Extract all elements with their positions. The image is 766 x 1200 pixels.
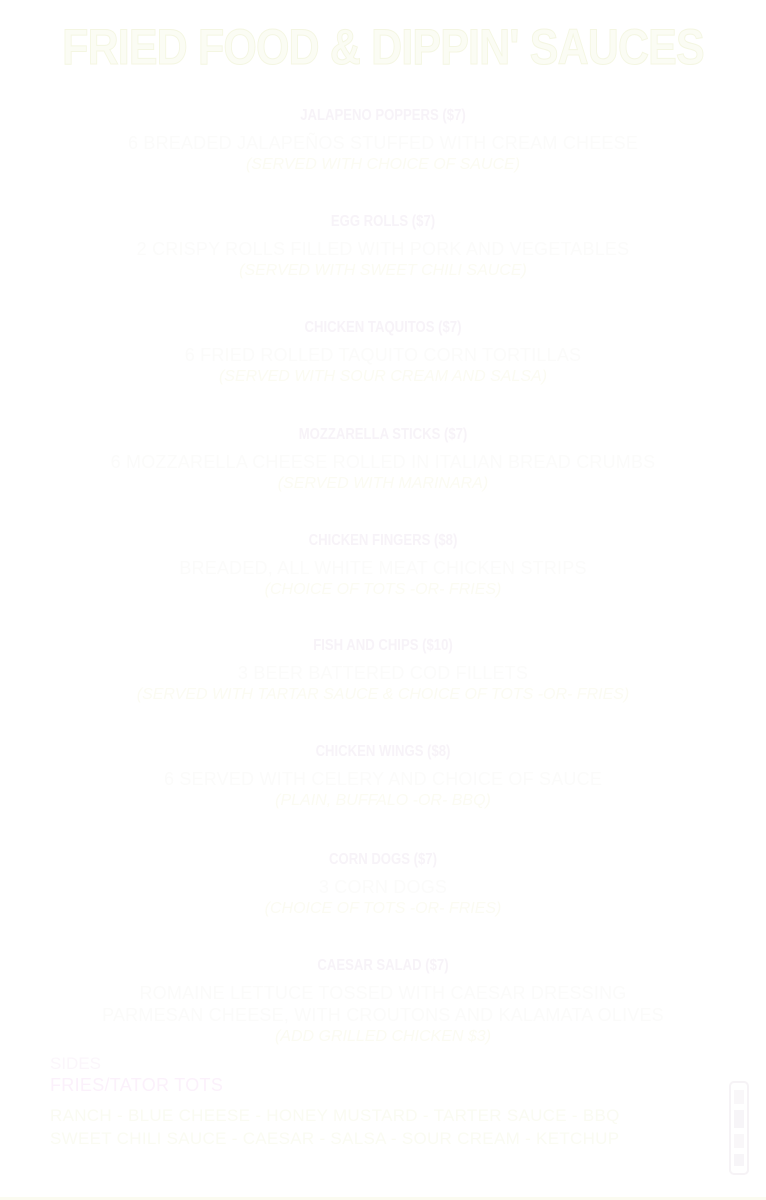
item-note: (SERVED WITH CHOICE OF SAUCE) (245, 156, 521, 173)
item-description: 6 FRIED ROLLED TAQUITO CORN TORTILLAS (184, 345, 582, 365)
sauce-list-line-2: SWEET CHILI SAUCE - CAESAR - SALSA - SOUR CREAM - KETCHUP (50, 1129, 620, 1148)
item-name: MOZZARELLA STICKS ($7) (298, 426, 468, 443)
item-note: (PLAIN, BUFFALO -OR- BBQ) (275, 792, 491, 809)
item-name: CORN DOGS ($7) (329, 851, 437, 868)
sauce-list-line-1: RANCH - BLUE CHEESE - HONEY MUSTARD - TARTER SAUCE - BBQ (50, 1106, 620, 1125)
item-name: CHICKEN WINGS ($8) (315, 743, 451, 760)
menu-item-egg-rolls (0, 212, 766, 282)
menu-item-corn-dogs (0, 850, 766, 920)
menu-item-chicken-taquitos (0, 318, 766, 388)
item-name: FISH AND CHIPS ($10) (313, 637, 453, 654)
menu-item-jalapeno-poppers (0, 106, 766, 176)
item-name: CAESAR SALAD ($7) (317, 957, 449, 974)
item-description: 6 MOZZARELLA CHEESE ROLLED IN ITALIAN BREAD CRUMBS (110, 452, 656, 472)
sides-options: FRIES/TATOR TOTS (50, 1075, 224, 1095)
item-name: CHICKEN FINGERS ($8) (308, 532, 458, 549)
item-note: (CHOICE OF TOTS -OR- FRIES) (264, 581, 502, 598)
sides-heading: SIDES (50, 1054, 102, 1073)
menu-item-fish-and-chips (0, 636, 766, 706)
item-note: (ADD GRILLED CHICKEN $3) (274, 1028, 492, 1045)
item-note: (SERVED WITH SWEET CHILI SAUCE) (239, 262, 527, 279)
menu-item-caesar-salad (0, 956, 766, 1048)
menu-title: FRIED FOOD & DIPPIN' SAUCES (62, 19, 704, 75)
item-name: CHICKEN TAQUITOS ($7) (304, 319, 462, 336)
item-description: 6 BREADED JALAPEÑOS STUFFED WITH CREAM CHEESE (127, 133, 639, 153)
item-description: ROMAINE LETTUCE TOSSED WITH CAESAR DRESSING (139, 983, 627, 1003)
brand-logo-icon (728, 1080, 750, 1176)
item-description-line-2: PARMESAN CHEESE, WITH CROUTONS AND KALAMATA OLIVES (102, 1005, 664, 1025)
item-note: (SERVED WITH SOUR CREAM AND SALSA) (218, 368, 548, 385)
menu-item-chicken-wings (0, 742, 766, 812)
item-note: (CHOICE OF TOTS -OR- FRIES) (264, 900, 502, 917)
item-note: (SERVED WITH TARTAR SAUCE & CHOICE OF TOTS -OR- FRIES) (136, 686, 630, 703)
item-name: EGG ROLLS ($7) (330, 213, 436, 230)
item-description: 3 BEER BATTERED COD FILLETS (237, 663, 529, 683)
menu-item-mozzarella-sticks (0, 425, 766, 495)
item-description: 2 CRISPY ROLLS FILLED WITH PORK AND VEGETABLES (136, 239, 630, 259)
item-note: (SERVED WITH MARINARA) (277, 475, 489, 492)
menu-item-chicken-fingers (0, 531, 766, 601)
sides-section (50, 1054, 710, 1150)
item-description: 3 CORN DOGS (318, 877, 448, 897)
item-name: JALAPENO POPPERS ($7) (300, 107, 466, 124)
item-description: 6 SERVED WITH CELERY AND CHOICE OF SAUCE (163, 769, 603, 789)
item-description: BREADED, ALL WHITE MEAT CHICKEN STRIPS (179, 558, 587, 578)
